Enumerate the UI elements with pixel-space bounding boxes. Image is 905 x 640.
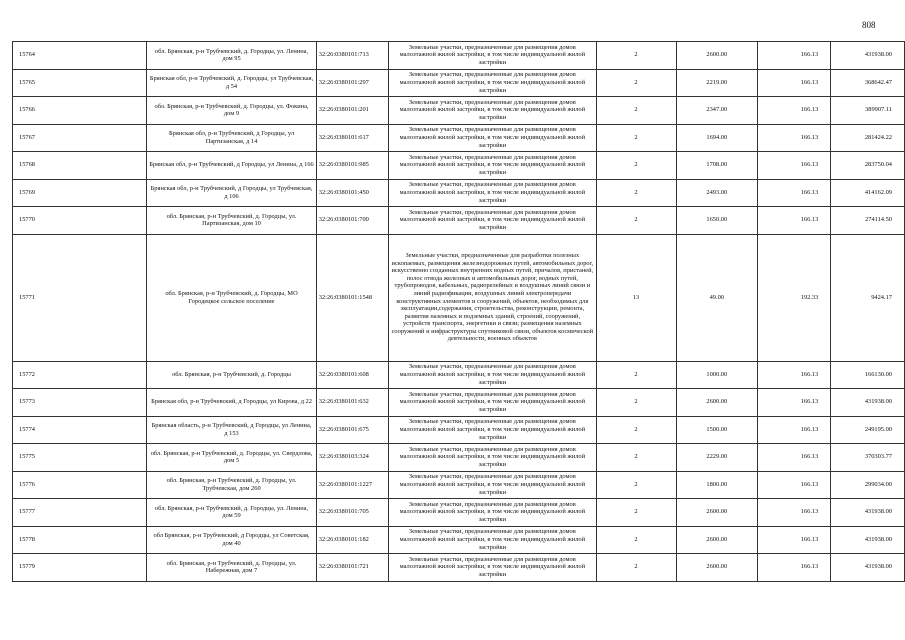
area-cell: 1800.00: [676, 471, 758, 499]
row-number-cell: 15769: [13, 179, 147, 207]
group-code-cell: 2: [596, 124, 676, 152]
address-cell: обл. Брянская, р-н Трубчевский, д. Городцы, ул. Свердлова, дом 5: [147, 444, 317, 472]
address-cell: Брянская обл, р-н Трубчевский, д. Городцы, ул Трубчевская, д 54: [147, 69, 317, 97]
address-cell: обл. Брянская, р-н Трубчевский, д. Городцы, ул. Ленина, дом 59: [147, 499, 317, 527]
row-number-cell: 15778: [13, 526, 147, 554]
area-cell: 2493.00: [676, 179, 758, 207]
row-number-cell: 15765: [13, 69, 147, 97]
address-cell: Брянская обл, р-н Трубчевский, д Городцы, ул Ленина, д 166: [147, 152, 317, 180]
cadastral-value-cell: 281424.22: [831, 124, 905, 152]
land-purpose-cell: Земельные участки, предназначенные для размещения домов малоэтажной жилой застройки, в том числе индивидуальной жилой застройки: [389, 471, 596, 499]
area-cell: 1650.00: [676, 207, 758, 235]
group-code-cell: 2: [596, 499, 676, 527]
cadastral-number-cell: 32:26:0380101:675: [316, 416, 388, 444]
row-number-cell: 15779: [13, 554, 147, 582]
group-code-cell: 2: [596, 471, 676, 499]
row-number-cell: 15764: [13, 42, 147, 70]
specific-value-cell: 192.33: [758, 234, 831, 361]
row-number-cell: 15766: [13, 97, 147, 125]
area-cell: 2600.00: [676, 42, 758, 70]
cadastral-number-cell: 32:26:0380101:608: [316, 361, 388, 389]
land-purpose-cell: Земельные участки, предназначенные для размещения домов малоэтажной жилой застройки, в том числе индивидуальной жилой застройки: [389, 179, 596, 207]
group-code-cell: 2: [596, 207, 676, 235]
table-row: [13, 554, 905, 582]
page-number: 808: [862, 20, 876, 30]
address-cell: обл. Брянская, р-н Трубчевский, д. Городцы: [147, 361, 317, 389]
land-purpose-cell: Земельные участки, предназначенные для размещения домов малоэтажной жилой застройки, в том числе индивидуальной жилой застройки: [389, 389, 596, 417]
area-cell: 49.00: [676, 234, 758, 361]
table-row: [13, 124, 905, 152]
cadastral-value-cell: 431938.00: [831, 42, 905, 70]
group-code-cell: 2: [596, 444, 676, 472]
table-row: [13, 526, 905, 554]
area-cell: 2600.00: [676, 499, 758, 527]
area-cell: 2600.00: [676, 389, 758, 417]
address-cell: Брянская обл, р-н Трубчевский, д Городцы, ул Кирова, д 22: [147, 389, 317, 417]
area-cell: 2219.00: [676, 69, 758, 97]
area-cell: 2600.00: [676, 526, 758, 554]
row-number-cell: 15777: [13, 499, 147, 527]
cadastral-value-cell: 166130.00: [831, 361, 905, 389]
address-cell: Брянская область, р-н Трубчевский, д Городцы, ул Ленина, д 153: [147, 416, 317, 444]
specific-value-cell: 166.13: [758, 499, 831, 527]
land-purpose-cell: Земельные участки, предназначенные для размещения домов малоэтажной жилой застройки, в том числе индивидуальной жилой застройки: [389, 124, 596, 152]
cadastral-number-cell: 32:26:0380103:324: [316, 444, 388, 472]
table-row: [13, 499, 905, 527]
land-purpose-cell: Земельные участки, предназначенные для размещения домов малоэтажной жилой застройки, в том числе индивидуальной жилой застройки: [389, 42, 596, 70]
group-code-cell: 2: [596, 389, 676, 417]
address-cell: обл Брянская, р-н Трубчевский, д Городцы, ул Советская, дом 40: [147, 526, 317, 554]
address-cell: обл. Брянская, р-н Трубчевский, д. Городцы, МО Городецкое сельское поселение: [147, 234, 317, 361]
cadastral-number-cell: 32:26:0380101:182: [316, 526, 388, 554]
area-cell: 1500.00: [676, 416, 758, 444]
group-code-cell: 2: [596, 69, 676, 97]
cadastral-number-cell: 32:26:0380101:721: [316, 554, 388, 582]
address-cell: Брянская обл, р-н Трубчевский, д Городцы, ул Трубчевская, д 106: [147, 179, 317, 207]
address-cell: обл. Брянская, р-н Трубчевский, д. Городцы, ул. Ленина, дом 95: [147, 42, 317, 70]
cadastral-value-cell: 299034.00: [831, 471, 905, 499]
group-code-cell: 2: [596, 152, 676, 180]
land-purpose-cell: Земельные участки, предназначенные для размещения домов малоэтажной жилой застройки, в том числе индивидуальной жилой застройки: [389, 444, 596, 472]
row-number-cell: 15767: [13, 124, 147, 152]
cadastral-number-cell: 32:26:0380101:700: [316, 207, 388, 235]
cadastral-value-cell: 368642.47: [831, 69, 905, 97]
specific-value-cell: 166.13: [758, 42, 831, 70]
specific-value-cell: 166.13: [758, 444, 831, 472]
cadastral-number-cell: 32:26:0380101:201: [316, 97, 388, 125]
group-code-cell: 13: [596, 234, 676, 361]
row-number-cell: 15774: [13, 416, 147, 444]
area-cell: 1694.00: [676, 124, 758, 152]
area-cell: 1000.00: [676, 361, 758, 389]
area-cell: 2229.00: [676, 444, 758, 472]
cadastral-value-cell: 9424.17: [831, 234, 905, 361]
cadastral-number-cell: 32:26:0380101:450: [316, 179, 388, 207]
land-purpose-cell: Земельные участки, предназначенные для размещения домов малоэтажной жилой застройки, в том числе индивидуальной жилой застройки: [389, 97, 596, 125]
cadastral-value-cell: 431938.00: [831, 499, 905, 527]
table-row: [13, 97, 905, 125]
table-row: [13, 69, 905, 97]
specific-value-cell: 166.13: [758, 471, 831, 499]
address-cell: обл. Брянская, р-н Трубчевский, д. Городцы, ул. Фокина, дом 9: [147, 97, 317, 125]
specific-value-cell: 166.13: [758, 124, 831, 152]
table-row: [13, 179, 905, 207]
address-cell: обл. Брянская, р-н Трубчевский, д. Городцы, ул. Партизанская, дом 10: [147, 207, 317, 235]
table-row: [13, 234, 905, 361]
cadastral-value-table: [12, 41, 905, 582]
cadastral-value-cell: 283750.04: [831, 152, 905, 180]
table-row: [13, 207, 905, 235]
cadastral-value-cell: 249195.00: [831, 416, 905, 444]
row-number-cell: 15776: [13, 471, 147, 499]
address-cell: обл. Брянская, р-н Трубчевский, д. Городцы, ул. Трубчевская, дом 260: [147, 471, 317, 499]
land-purpose-cell: Земельные участки, предназначенные для размещения домов малоэтажной жилой застройки, в том числе индивидуальной жилой застройки: [389, 152, 596, 180]
cadastral-value-cell: 431938.00: [831, 526, 905, 554]
table-row: [13, 361, 905, 389]
address-cell: обл. Брянская, р-н Трубчевский, д. Городцы, ул. Набережная, дом 7: [147, 554, 317, 582]
specific-value-cell: 166.13: [758, 389, 831, 417]
row-number-cell: 15770: [13, 207, 147, 235]
cadastral-number-cell: 32:26:0380101:632: [316, 389, 388, 417]
group-code-cell: 2: [596, 42, 676, 70]
group-code-cell: 2: [596, 526, 676, 554]
specific-value-cell: 166.13: [758, 416, 831, 444]
row-number-cell: 15773: [13, 389, 147, 417]
cadastral-value-cell: 431938.00: [831, 389, 905, 417]
land-purpose-cell: Земельные участки, предназначенные для размещения домов малоэтажной жилой застройки, в том числе индивидуальной жилой застройки: [389, 416, 596, 444]
cadastral-value-cell: 389907.11: [831, 97, 905, 125]
cadastral-number-cell: 32:26:0380101:617: [316, 124, 388, 152]
cadastral-number-cell: 32:26:0380101:1548: [316, 234, 388, 361]
specific-value-cell: 166.13: [758, 97, 831, 125]
specific-value-cell: 166.13: [758, 554, 831, 582]
cadastral-value-cell: 274114.50: [831, 207, 905, 235]
area-cell: 1708.00: [676, 152, 758, 180]
cadastral-value-cell: 414162.09: [831, 179, 905, 207]
group-code-cell: 2: [596, 554, 676, 582]
cadastral-value-cell: 431938.00: [831, 554, 905, 582]
land-purpose-cell: Земельные участки, предназначенные для размещения домов малоэтажной жилой застройки, в том числе индивидуальной жилой застройки: [389, 69, 596, 97]
table-row: [13, 152, 905, 180]
specific-value-cell: 166.13: [758, 207, 831, 235]
table-row: [13, 471, 905, 499]
land-purpose-cell: Земельные участки, предназначенные для размещения домов малоэтажной жилой застройки, в том числе индивидуальной жилой застройки: [389, 554, 596, 582]
cadastral-value-cell: 370303.77: [831, 444, 905, 472]
table-row: [13, 42, 905, 70]
area-cell: 2600.00: [676, 554, 758, 582]
table-row: [13, 389, 905, 417]
specific-value-cell: 166.13: [758, 179, 831, 207]
group-code-cell: 2: [596, 179, 676, 207]
land-purpose-cell: Земельные участки, предназначенные для размещения домов малоэтажной жилой застройки, в том числе индивидуальной жилой застройки: [389, 361, 596, 389]
row-number-cell: 15768: [13, 152, 147, 180]
group-code-cell: 2: [596, 97, 676, 125]
group-code-cell: 2: [596, 416, 676, 444]
cadastral-number-cell: 32:26:0380101:705: [316, 499, 388, 527]
land-purpose-cell: Земельные участки, предназначенные для размещения домов малоэтажной жилой застройки, в том числе индивидуальной жилой застройки: [389, 499, 596, 527]
cadastral-number-cell: 32:26:0380101:297: [316, 69, 388, 97]
land-purpose-cell: Земельные участки, предназначенные для разработки полезных ископаемых, размещения железнодорожных путей, автомобильных дорог, искусственно созданных внутренних водных путей, причалов, пристаней, полос отвода железных и автомобильных дорог, водных путей, трубопроводов, кабельных, радиорелейных и воздушных линий связи и линий радиофикации, воздушных линий электропередачи конструктивных элементов и сооружений, объектов, необходимых для эксплуатации,содержания, строительства, реконструкции, ремонта, развития наземных и подземных зданий, строений, сооружений, устройств транспорта, энергетики и связи; размещения наземных сооружений и инфраструктуры спутниковой связи, объектов космической деятельности, военных объектов: [389, 234, 596, 361]
specific-value-cell: 166.13: [758, 526, 831, 554]
cadastral-number-cell: 32:26:0380101:713: [316, 42, 388, 70]
specific-value-cell: 166.13: [758, 361, 831, 389]
specific-value-cell: 166.13: [758, 152, 831, 180]
row-number-cell: 15775: [13, 444, 147, 472]
land-purpose-cell: Земельные участки, предназначенные для размещения домов малоэтажной жилой застройки, в том числе индивидуальной жилой застройки: [389, 207, 596, 235]
area-cell: 2347.00: [676, 97, 758, 125]
table-row: [13, 416, 905, 444]
address-cell: Брянская обл, р-н Трубчевский, д Городцы, ул Партизанская, д 14: [147, 124, 317, 152]
row-number-cell: 15771: [13, 234, 147, 361]
cadastral-number-cell: 32:26:0380101:1227: [316, 471, 388, 499]
cadastral-number-cell: 32:26:0380101:985: [316, 152, 388, 180]
group-code-cell: 2: [596, 361, 676, 389]
land-purpose-cell: Земельные участки, предназначенные для размещения домов малоэтажной жилой застройки, в том числе индивидуальной жилой застройки: [389, 526, 596, 554]
specific-value-cell: 166.13: [758, 69, 831, 97]
table-row: [13, 444, 905, 472]
row-number-cell: 15772: [13, 361, 147, 389]
